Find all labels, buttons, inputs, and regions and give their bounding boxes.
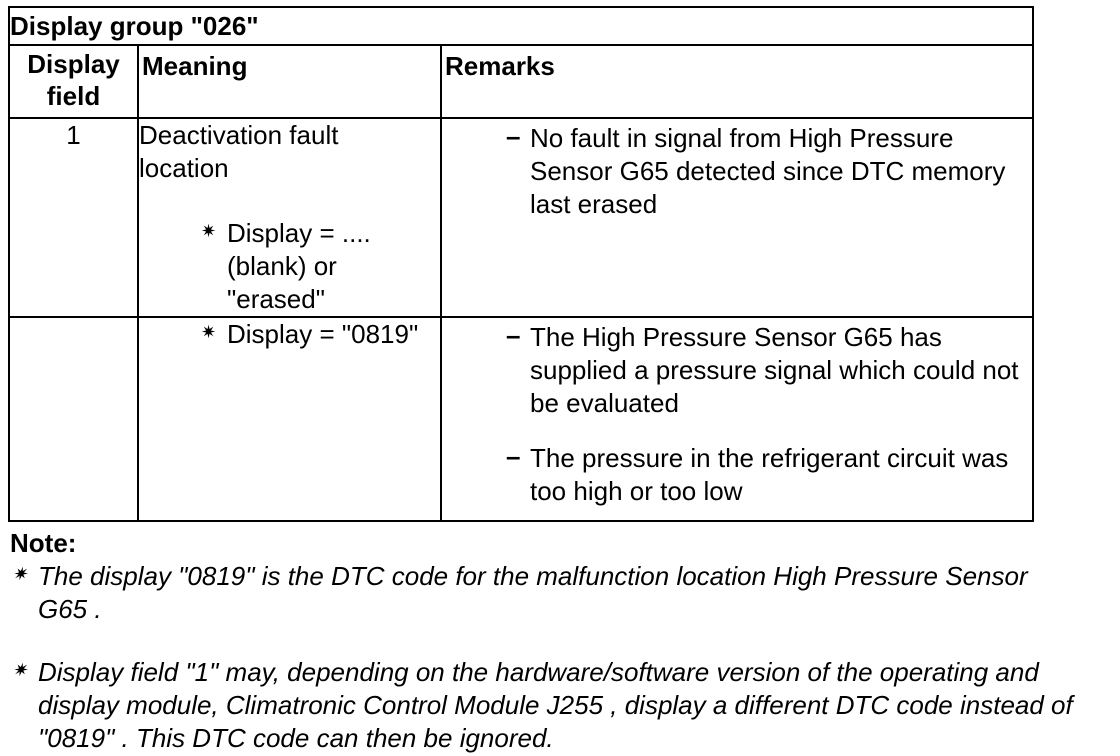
header-meaning: Meaning	[138, 45, 441, 118]
table-row	[9, 317, 1033, 521]
remark-item	[506, 441, 1032, 508]
header-remarks: Remarks	[441, 45, 1033, 118]
display-group-table	[8, 6, 1034, 522]
dash-bullet-icon: –	[506, 441, 521, 471]
table-row	[9, 118, 1033, 317]
header-display-field-label: Display field	[27, 49, 120, 111]
star-bullet-icon: ✷	[201, 322, 217, 342]
meaning-text: Deactivation fault location	[139, 120, 339, 183]
meaning-cell	[138, 118, 441, 317]
note-text: The display "0819" is the DTC code for the malfunction location High Pressure Sensor G65 .	[38, 561, 1028, 624]
remark-item	[506, 121, 1032, 221]
meaning-cell	[138, 317, 441, 521]
star-bullet-icon: ✷	[201, 221, 217, 241]
note-item	[10, 560, 1115, 626]
meaning-bullet	[201, 217, 440, 316]
header-display-field	[9, 45, 138, 118]
remark-item	[506, 320, 1032, 420]
star-bullet-icon: ✷	[12, 660, 28, 680]
note-text: Display field "1" may, depending on the hardware/software version of the operating and display module, Climatronic Control Module J255 , display a different DTC code instead of "0819" . This DTC code can then be ignored.	[38, 657, 1073, 753]
star-bullet-icon: ✷	[12, 564, 28, 584]
remark-text: The High Pressure Sensor G65 has supplied a pressure signal which could not be evaluated	[530, 322, 1019, 418]
dash-bullet-icon: –	[506, 320, 521, 350]
meaning-bullet	[201, 318, 440, 351]
remarks-cell	[441, 317, 1033, 521]
note-item	[10, 656, 1115, 755]
display-field-number: 1	[9, 118, 138, 317]
meaning-bullet-text: Display = "0819"	[227, 319, 419, 349]
dash-bullet-icon: –	[506, 121, 521, 151]
note-title: Note:	[10, 528, 77, 558]
remark-text: No fault in signal from High Pressure Sensor G65 detected since DTC memory last erased	[530, 123, 1006, 219]
note-section	[10, 527, 1115, 755]
display-group-title: Display group "026"	[9, 7, 1033, 45]
remarks-cell	[441, 118, 1033, 317]
remark-text: The pressure in the refrigerant circuit was too high or too low	[530, 443, 1009, 506]
meaning-bullet-text: Display = .... (blank) or "erased"	[227, 218, 371, 314]
display-field-number	[9, 317, 138, 521]
